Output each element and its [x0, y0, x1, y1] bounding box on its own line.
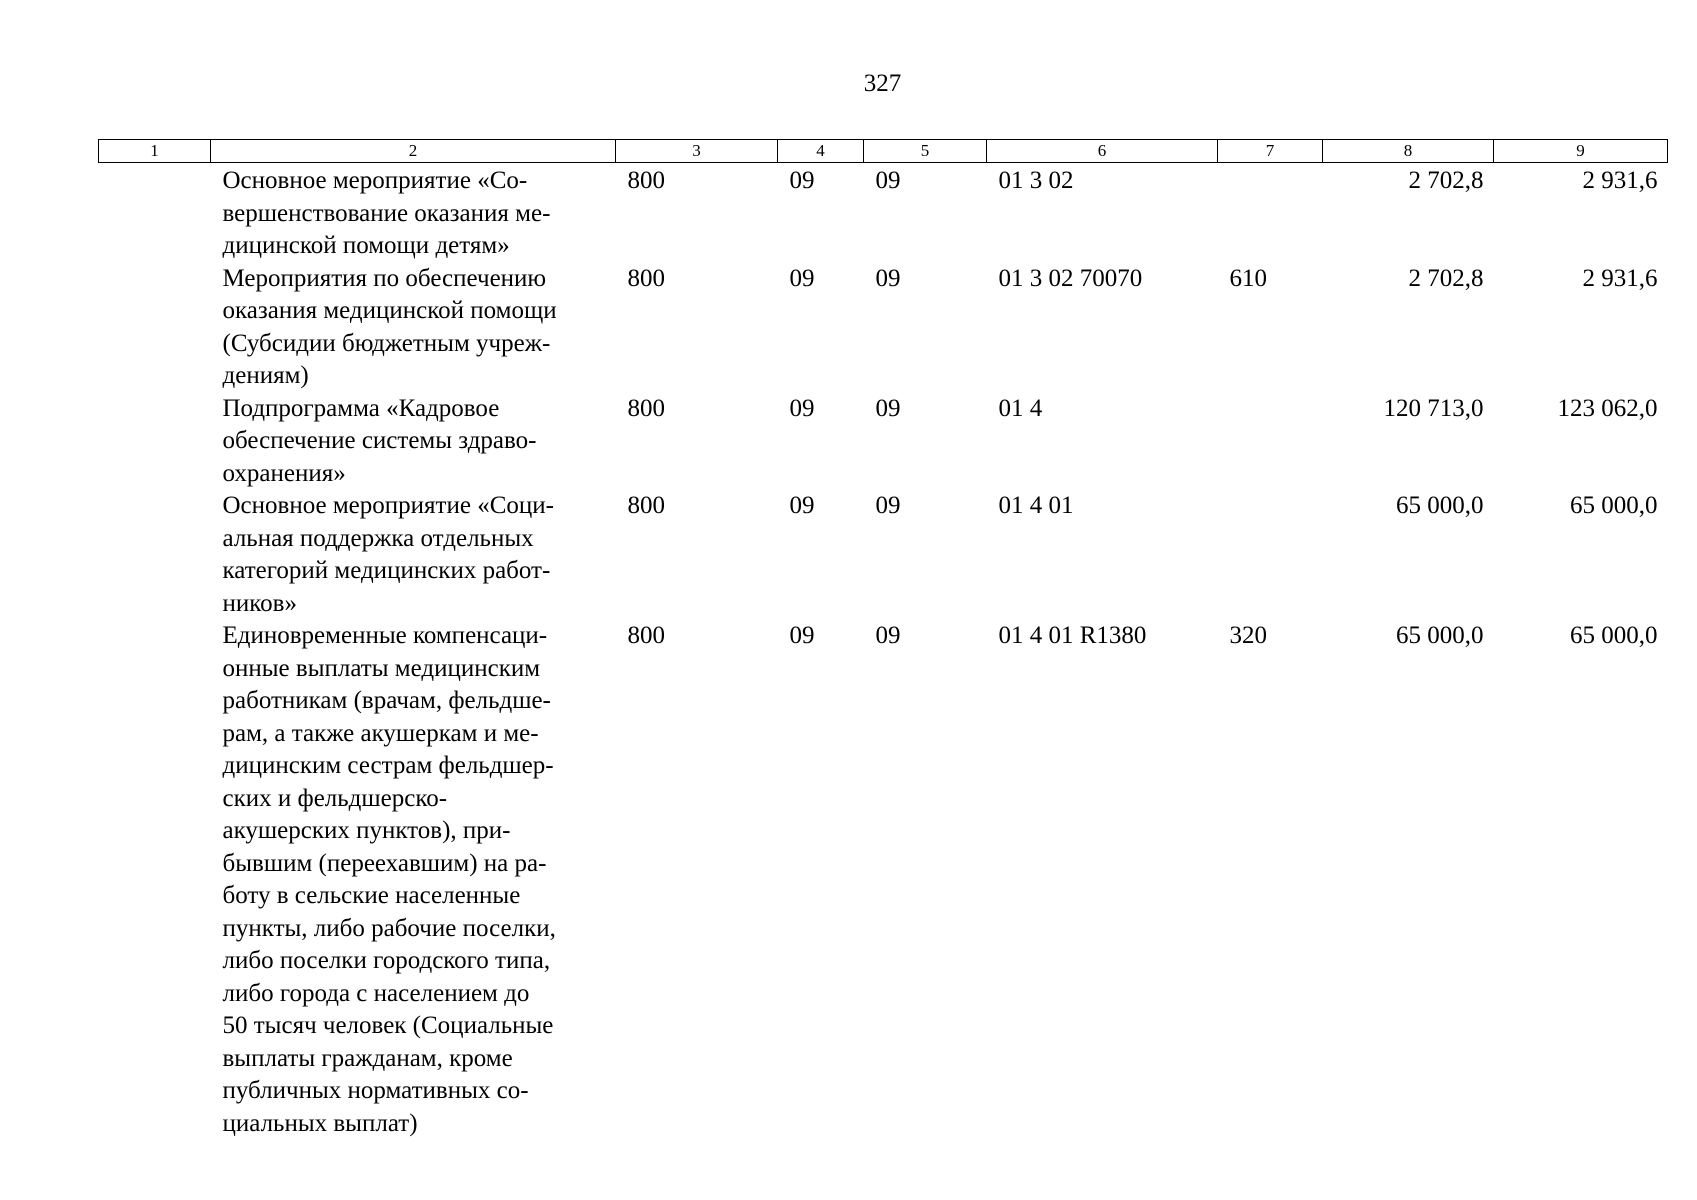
cell-col-6: 01 4 [998, 394, 1043, 422]
cell-col-1 [99, 620, 211, 1140]
cell-col-7 [1218, 393, 1323, 491]
column-header-7: 7 [1218, 140, 1323, 163]
column-header-9: 9 [1494, 140, 1668, 163]
cell-col-1 [99, 393, 211, 491]
table-body [99, 163, 1668, 1141]
cell-col-4: 09 [789, 394, 815, 422]
cell-col-5: 09 [875, 394, 901, 422]
table-row [99, 393, 1668, 491]
cell-col-8: 2 702,8 [1408, 264, 1484, 292]
cell-col-4: 09 [789, 167, 815, 194]
cell-col-7 [1218, 163, 1323, 263]
cell-col-4: 09 [789, 264, 815, 292]
cell-col-5: 09 [875, 492, 901, 519]
cell-col-5: 09 [875, 622, 901, 649]
cell-col-5: 09 [875, 167, 901, 194]
table-row [99, 490, 1668, 620]
cell-col-7: 610 [1229, 264, 1267, 292]
row-description: Единовременные компенсаци- онные выплаты медицинским работникам (врачам, фельдше- рам, а также акушеркам и ме- дицинским сестрам фельдшер- ских и фельдшерско- акушерских пунктов), при- бывшим (переехавшим) на ра- боту в сельские населенные пункты, либо рабочие поселки, либо поселки городского типа, либо города с населением до 50 тысяч человек (Социальные выплаты гражданам, кроме публичных нормативных со- циальных выплат) [222, 622, 556, 1137]
column-header-8: 8 [1323, 140, 1494, 163]
cell-col-1 [99, 490, 211, 620]
cell-col-3: 800 [627, 622, 665, 649]
table-row [99, 263, 1668, 393]
cell-col-1 [99, 163, 211, 263]
page-number: 327 [863, 70, 902, 97]
cell-col-8: 65 000,0 [1396, 492, 1484, 519]
cell-col-6: 01 3 02 [998, 167, 1074, 194]
table-row [99, 163, 1668, 263]
cell-col-1 [99, 263, 211, 393]
column-header-5: 5 [864, 140, 987, 163]
cell-col-4: 09 [789, 492, 815, 519]
cell-col-3: 800 [627, 167, 665, 194]
row-description: Подпрограмма «Кадровое обеспечение системы здраво- охранения» [222, 394, 537, 487]
cell-col-6: 01 4 01 R1380 [998, 622, 1147, 649]
column-header-4: 4 [778, 140, 864, 163]
table-row [99, 620, 1668, 1140]
cell-col-8: 2 702,8 [1408, 167, 1484, 194]
cell-col-7 [1218, 490, 1323, 620]
cell-col-9: 65 000,0 [1570, 622, 1658, 649]
column-header-2: 2 [211, 140, 616, 163]
cell-col-5: 09 [875, 264, 901, 292]
cell-col-6: 01 3 02 70070 [998, 264, 1143, 292]
cell-col-6: 01 4 01 [998, 492, 1074, 519]
column-header-1: 1 [99, 140, 211, 163]
row-description: Мероприятия по обеспечению оказания медицинской помощи (Субсидии бюджетным учреж- дениям) [222, 264, 557, 389]
column-header-3: 3 [616, 140, 778, 163]
column-number-row [99, 140, 1668, 163]
cell-col-3: 800 [627, 264, 665, 292]
cell-col-9: 2 931,6 [1582, 264, 1658, 292]
cell-col-9: 2 931,6 [1582, 167, 1658, 194]
cell-col-8: 65 000,0 [1396, 622, 1484, 649]
cell-col-9: 65 000,0 [1570, 492, 1658, 519]
cell-col-4: 09 [789, 622, 815, 649]
cell-col-9: 123 062,0 [1557, 394, 1658, 422]
row-description: Основное мероприятие «Со- вершенствование оказания ме- дицинской помощи детям» [222, 167, 551, 259]
row-description: Основное мероприятие «Соци- альная поддержка отдельных категорий медицинских работ- ников» [222, 492, 554, 617]
budget-table [98, 139, 1668, 1140]
cell-col-7: 320 [1229, 622, 1267, 649]
cell-col-3: 800 [627, 492, 665, 519]
column-header-6: 6 [987, 140, 1218, 163]
cell-col-8: 120 713,0 [1383, 394, 1484, 422]
cell-col-3: 800 [627, 394, 665, 422]
